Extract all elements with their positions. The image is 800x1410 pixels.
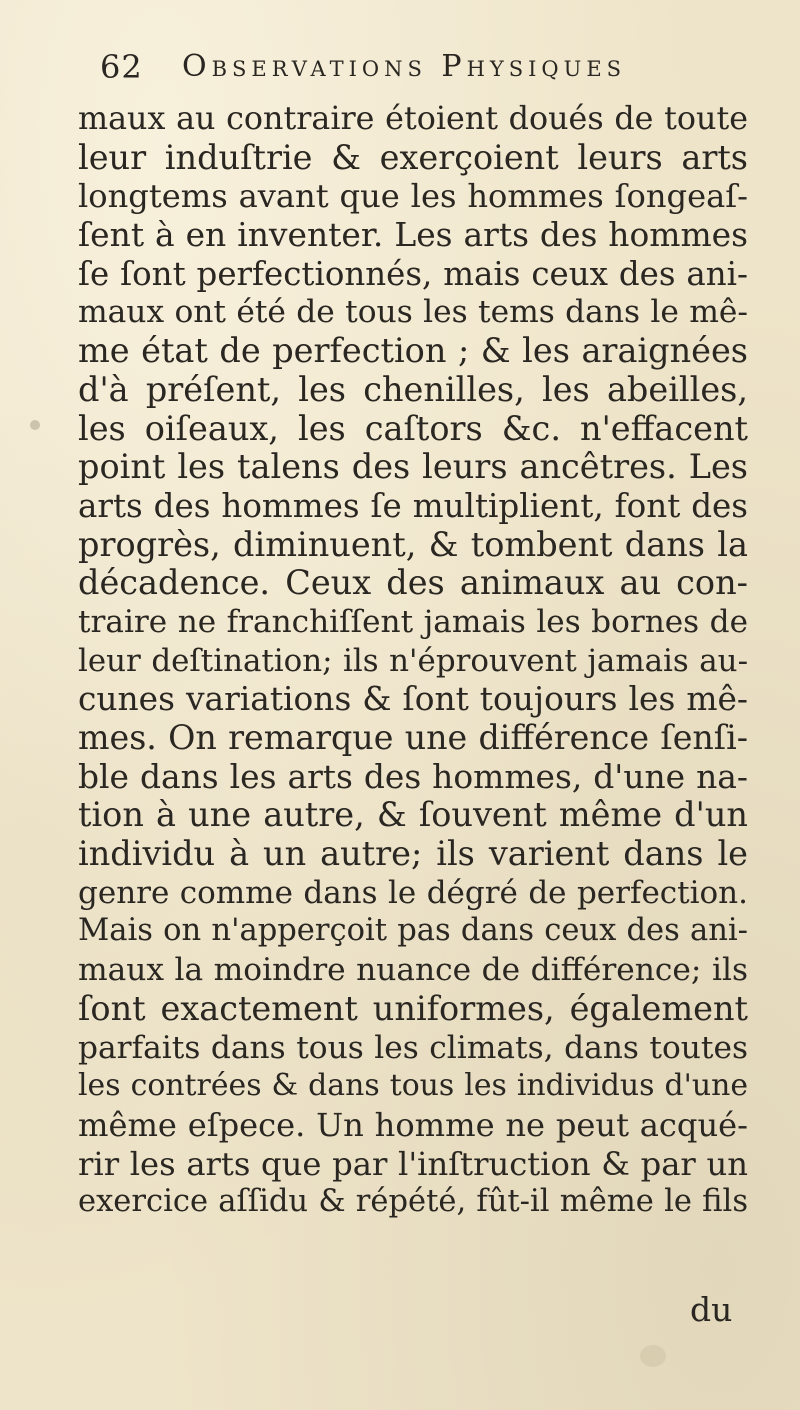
text-line: ſont exactement uniformes, également [78,988,748,1028]
catchword: du [690,1290,733,1329]
text-line: progrès, diminuent, & tombent dans la [78,524,748,564]
text-line: les contrées & dans tous les individus d'une [78,1068,748,1104]
text-line: cunes variations & ſont toujours les mê- [78,680,748,719]
paper-stain [30,420,40,430]
text-line: exercice aſſidu & répété, fût-il même le fils [78,1184,748,1220]
text-line: tion à une autre, & ſouvent même d'un [78,795,748,835]
text-line: les oiſeaux, les caſtors &c. n'effacent [78,408,748,448]
text-line: rir les arts que par l'inſtruction & par un [78,1144,748,1183]
running-title: Observations Physiques [182,49,627,84]
text-line: même eſpece. Un homme ne peut acqué- [78,1105,748,1144]
text-line: ble dans les arts des hommes, d'une na- [78,756,748,796]
text-line: longtems avant que les hommes ſongeaſ- [78,177,748,216]
text-line: décadence. Ceux des animaux au con- [78,563,748,603]
text-line: maux la moindre nuance de différence; ils [78,952,748,989]
text-line: ſent à en inventer. Les arts des hommes [78,215,748,255]
text-line: d'à préſent, les chenilles, les abeilles, [78,369,748,409]
text-line: arts des hommes ſe multiplient, font des [78,486,748,525]
body-text [78,100,748,1222]
text-line: ſe ſont perfectionnés, mais ceux des ani- [78,254,748,293]
text-line: maux ont été de tous les tems dans le mê- [78,294,748,331]
text-line: leur deſtination; ils n'éprouvent jamais au- [78,642,748,679]
text-line: parfaits dans tous les climats, dans toutes [78,1029,748,1066]
text-line: leur induſtrie & exerçoient leurs arts [78,137,748,177]
text-line: traire ne franchiſſent jamais les bornes de [78,603,748,640]
text-line: individu à un autre; ils varient dans le [78,834,748,874]
paper-stain [640,1345,666,1367]
text-line: Mais on n'apperçoit pas dans ceux des ani- [78,913,748,949]
text-line: maux au contraire étoient doués de toute [78,101,748,137]
text-line: me état de perfection ; & les araignées [78,331,748,371]
running-head [100,44,720,90]
page-number: 62 [100,48,143,86]
text-line: mes. On remarque une différence ſenſi- [78,718,748,757]
text-line: point les talens des leurs ancêtres. Les [78,447,748,487]
text-line: genre comme dans le dégré de perfection. [78,874,748,911]
